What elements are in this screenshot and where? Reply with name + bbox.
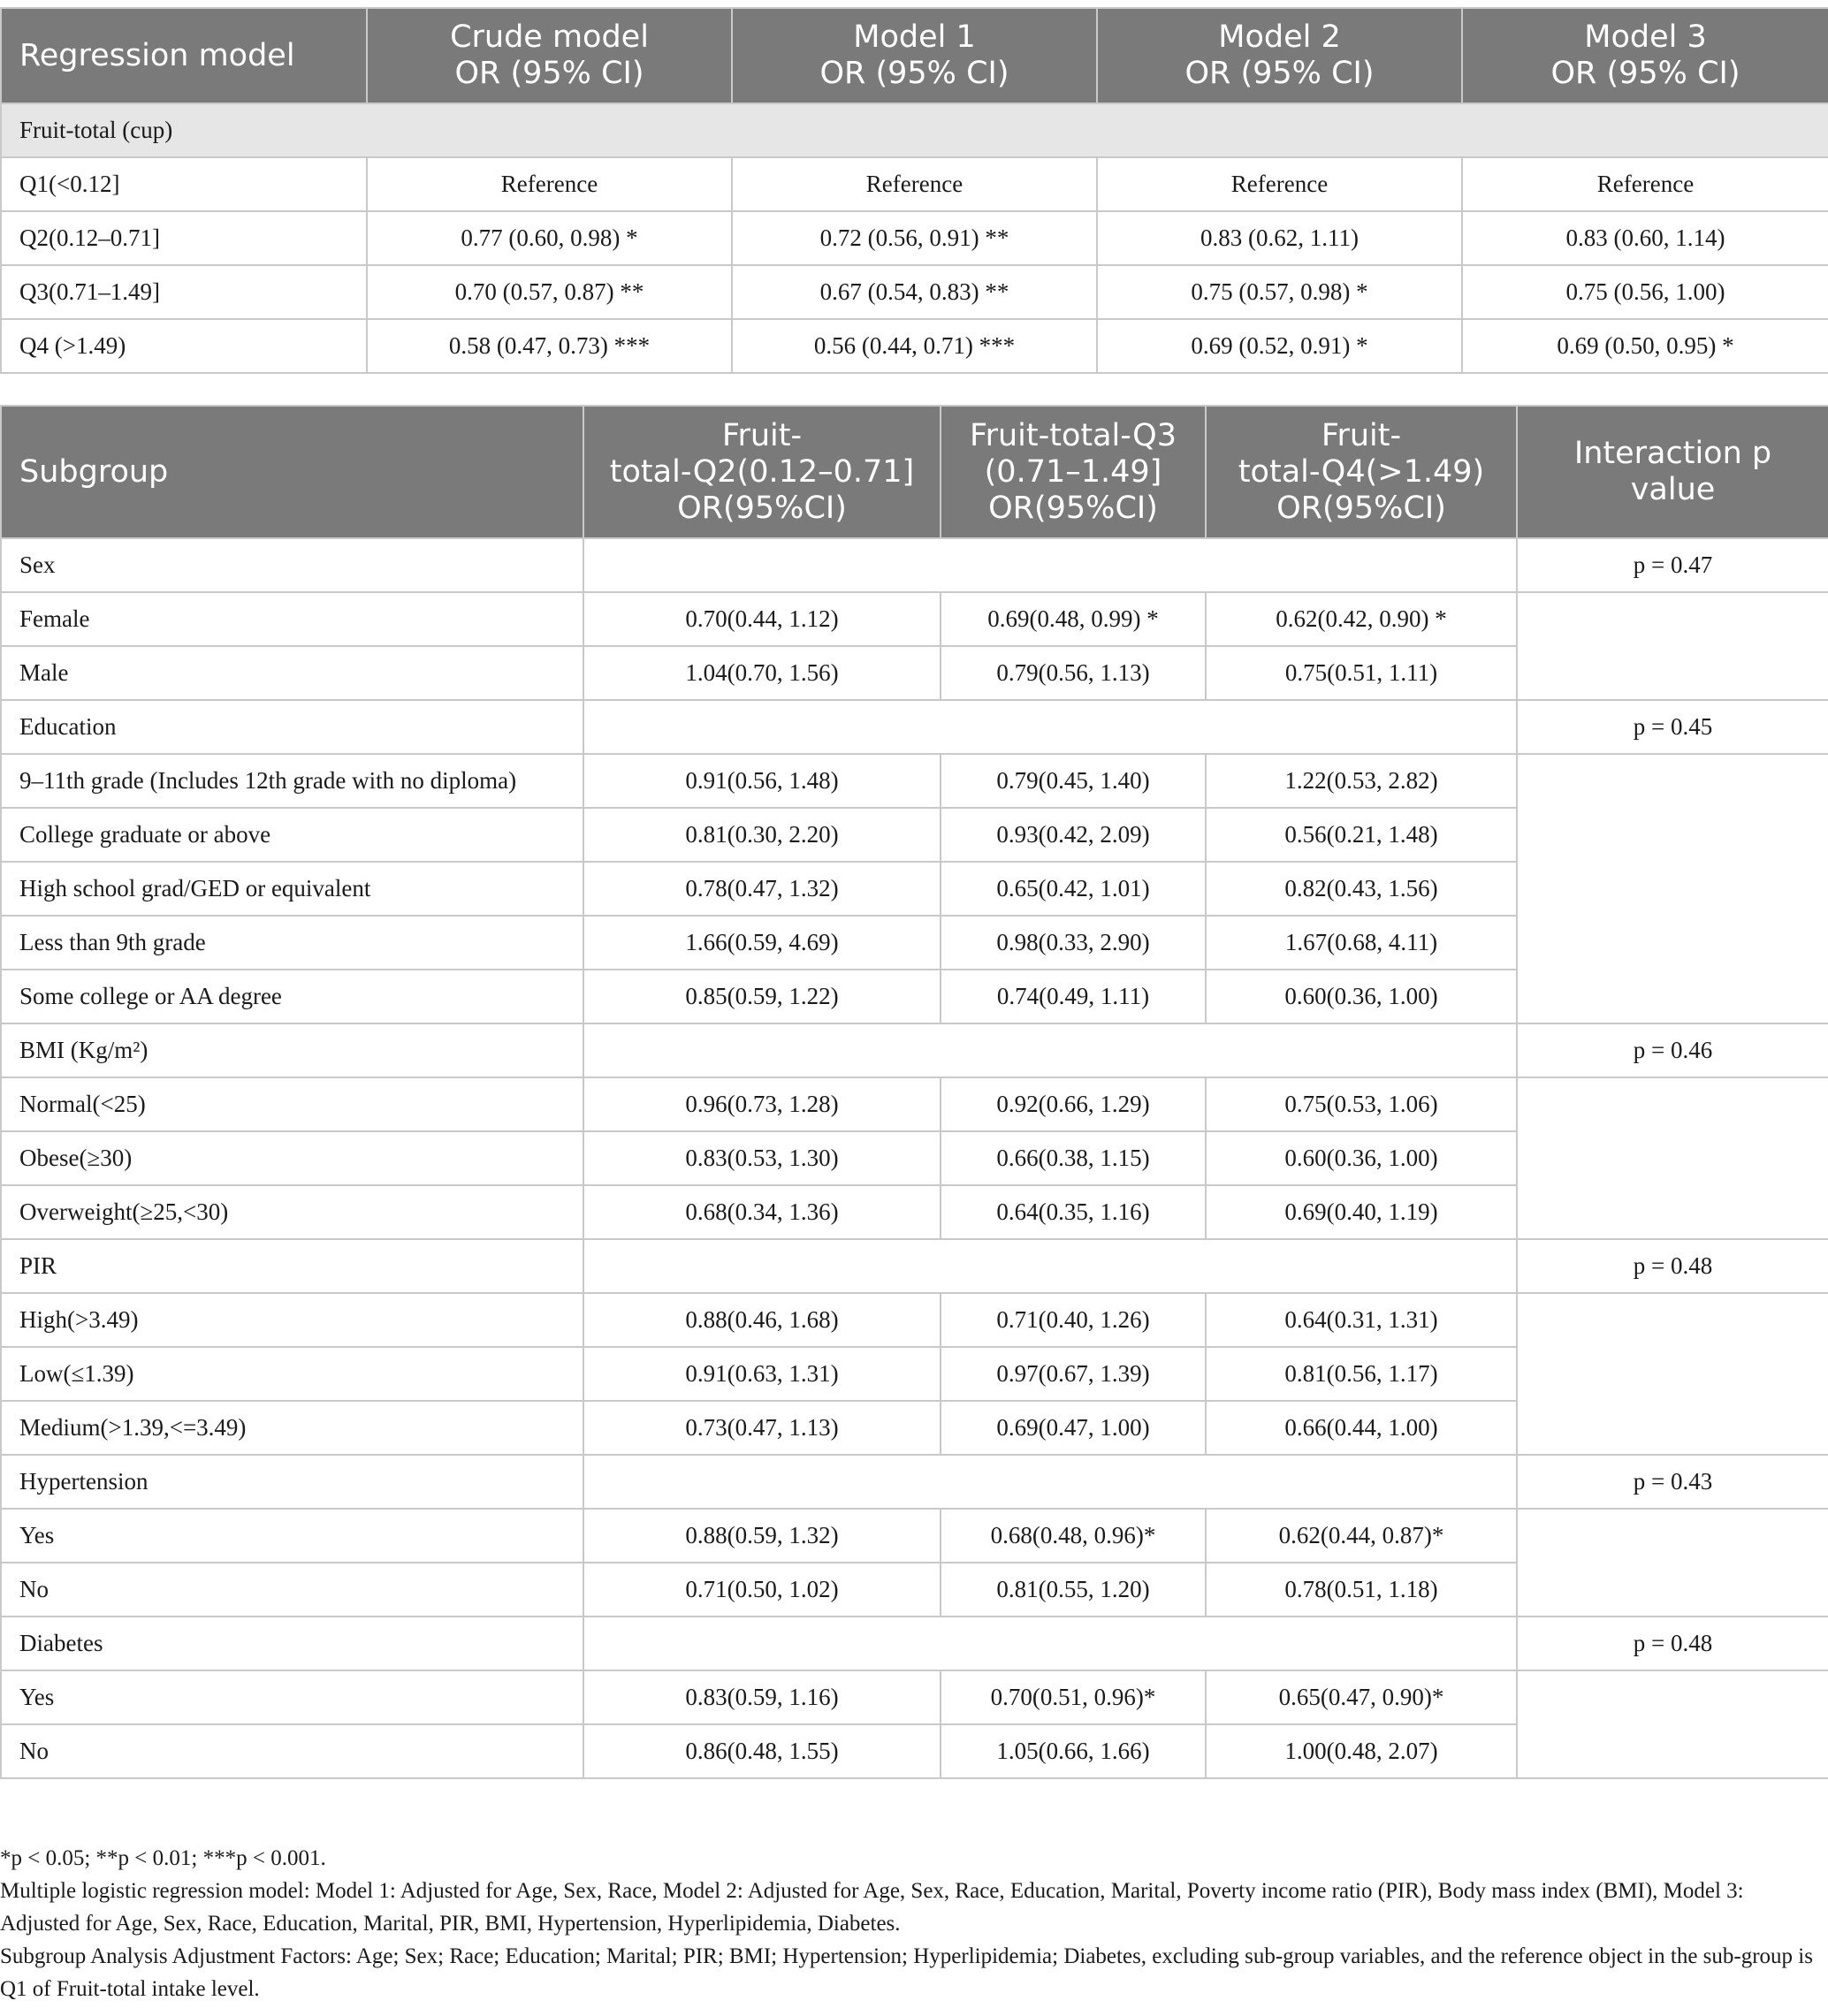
cell: 0.71(0.40, 1.26) — [941, 1293, 1206, 1347]
cell: 0.91(0.56, 1.48) — [583, 754, 941, 808]
cell: 0.70 (0.57, 0.87) ** — [367, 265, 732, 319]
cell: 0.71(0.50, 1.02) — [583, 1563, 941, 1617]
cell: 0.78(0.47, 1.32) — [583, 862, 941, 916]
cell: 0.69 (0.50, 0.95) * — [1462, 319, 1828, 373]
cell: 1.05(0.66, 1.66) — [941, 1724, 1206, 1778]
cell: 0.79(0.56, 1.13) — [941, 646, 1206, 700]
subgroup-header-row — [1, 406, 1828, 538]
header-q4: Fruit- total-Q4(>1.49) OR(95%CI) — [1206, 406, 1517, 538]
interaction-p: p = 0.45 — [1517, 700, 1828, 754]
group-label: Hypertension — [1, 1455, 583, 1509]
header-crude-model: Crude model OR (95% CI) — [367, 8, 732, 103]
header-model-2: Model 2 OR (95% CI) — [1097, 8, 1462, 103]
group-row — [1, 1455, 1828, 1509]
row-label: Low(≤1.39) — [1, 1347, 583, 1401]
cell: 0.64(0.35, 1.16) — [941, 1185, 1206, 1239]
header-interaction: Interaction p value — [1517, 406, 1828, 538]
regression-header-row — [1, 8, 1828, 103]
cell: 1.04(0.70, 1.56) — [583, 646, 941, 700]
cell: 0.58 (0.47, 0.73) *** — [367, 319, 732, 373]
section-row — [1, 103, 1828, 157]
cell: 0.85(0.59, 1.22) — [583, 970, 941, 1023]
group-row — [1, 538, 1828, 592]
cell: Reference — [367, 157, 732, 211]
cell: 0.75 (0.57, 0.98) * — [1097, 265, 1462, 319]
cell: 0.98(0.33, 2.90) — [941, 916, 1206, 970]
cell: 0.68(0.34, 1.36) — [583, 1185, 941, 1239]
group-row — [1, 1239, 1828, 1293]
cell: 0.83 (0.62, 1.11) — [1097, 211, 1462, 265]
cell: 0.65(0.47, 0.90)* — [1206, 1670, 1517, 1724]
cell: 0.56 (0.44, 0.71) *** — [732, 319, 1097, 373]
cell: Reference — [732, 157, 1097, 211]
cell: 0.96(0.73, 1.28) — [583, 1077, 941, 1131]
table-row — [1, 265, 1828, 319]
cell: 0.83(0.53, 1.30) — [583, 1131, 941, 1185]
cell: 1.67(0.68, 4.11) — [1206, 916, 1517, 970]
regression-table — [0, 7, 1828, 374]
row-label: No — [1, 1563, 583, 1617]
significance-note: *p < 0.05; **p < 0.01; ***p < 0.001. — [0, 1846, 326, 1870]
interaction-p: p = 0.47 — [1517, 538, 1828, 592]
cell: 0.86(0.48, 1.55) — [583, 1724, 941, 1778]
cell: 0.91(0.63, 1.31) — [583, 1347, 941, 1401]
row-label: College graduate or above — [1, 808, 583, 862]
cell: 0.62(0.42, 0.90) * — [1206, 592, 1517, 646]
row-label: Female — [1, 592, 583, 646]
row-label: Q2(0.12–0.71] — [1, 211, 367, 265]
row-label: Male — [1, 646, 583, 700]
table-row — [1, 754, 1828, 808]
cell: 0.73(0.47, 1.13) — [583, 1401, 941, 1455]
group-label: BMI (Kg/m²) — [1, 1023, 583, 1077]
table-row — [1, 1293, 1828, 1347]
cell: 0.81(0.56, 1.17) — [1206, 1347, 1517, 1401]
table-row — [1, 211, 1828, 265]
cell: 0.88(0.46, 1.68) — [583, 1293, 941, 1347]
interaction-p: p = 0.43 — [1517, 1455, 1828, 1509]
cell: 0.70(0.44, 1.12) — [583, 592, 941, 646]
interaction-p: p = 0.46 — [1517, 1023, 1828, 1077]
row-label: High school grad/GED or equivalent — [1, 862, 583, 916]
cell: 0.67 (0.54, 0.83) ** — [732, 265, 1097, 319]
cell: 0.64(0.31, 1.31) — [1206, 1293, 1517, 1347]
group-label: Diabetes — [1, 1617, 583, 1670]
section-label: Fruit-total (cup) — [1, 103, 1828, 157]
row-label: Normal(<25) — [1, 1077, 583, 1131]
interaction-p: p = 0.48 — [1517, 1239, 1828, 1293]
cell: 0.78(0.51, 1.18) — [1206, 1563, 1517, 1617]
subgroup-table — [0, 405, 1828, 1779]
interaction-p: p = 0.48 — [1517, 1617, 1828, 1670]
table-row — [1, 592, 1828, 646]
cell: 1.22(0.53, 2.82) — [1206, 754, 1517, 808]
row-label: Yes — [1, 1670, 583, 1724]
cell: 0.93(0.42, 2.09) — [941, 808, 1206, 862]
table-row — [1, 1077, 1828, 1131]
cell: 0.69(0.40, 1.19) — [1206, 1185, 1517, 1239]
row-label: Overweight(≥25,<30) — [1, 1185, 583, 1239]
cell: 0.75 (0.56, 1.00) — [1462, 265, 1828, 319]
header-subgroup: Subgroup — [1, 406, 583, 538]
cell: 0.74(0.49, 1.11) — [941, 970, 1206, 1023]
cell: 0.69(0.48, 0.99) * — [941, 592, 1206, 646]
cell: 0.56(0.21, 1.48) — [1206, 808, 1517, 862]
row-label: 9–11th grade (Includes 12th grade with no diploma) — [1, 754, 583, 808]
cell: 0.60(0.36, 1.00) — [1206, 970, 1517, 1023]
group-row — [1, 1023, 1828, 1077]
group-label: PIR — [1, 1239, 583, 1293]
cell: 0.69 (0.52, 0.91) * — [1097, 319, 1462, 373]
header-model-3: Model 3 OR (95% CI) — [1462, 8, 1828, 103]
row-label: Obese(≥30) — [1, 1131, 583, 1185]
cell: 0.75(0.53, 1.06) — [1206, 1077, 1517, 1131]
row-label: Q3(0.71–1.49] — [1, 265, 367, 319]
table-row — [1, 1670, 1828, 1724]
cell: 0.81(0.30, 2.20) — [583, 808, 941, 862]
subgroup-note: Subgroup Analysis Adjustment Factors: Age; Sex; Race; Education; Marital; PIR; BMI; Hypertension; Hyperlipidemia; Diabetes, excluding sub-group variables, and the reference object in the sub-group is Q1 of Fruit-total intake level. — [0, 1944, 1813, 2001]
cell: 0.79(0.45, 1.40) — [941, 754, 1206, 808]
cell: Reference — [1097, 157, 1462, 211]
row-label: Some college or AA degree — [1, 970, 583, 1023]
group-label: Sex — [1, 538, 583, 592]
group-row — [1, 700, 1828, 754]
cell: 0.66(0.44, 1.00) — [1206, 1401, 1517, 1455]
header-q2: Fruit- total-Q2(0.12–0.71] OR(95%CI) — [583, 406, 941, 538]
table-row — [1, 157, 1828, 211]
group-row — [1, 1617, 1828, 1670]
row-label: High(>3.49) — [1, 1293, 583, 1347]
cell: 0.60(0.36, 1.00) — [1206, 1131, 1517, 1185]
row-label: Yes — [1, 1509, 583, 1563]
header-regression-model: Regression model — [1, 8, 367, 103]
cell: 0.83(0.59, 1.16) — [583, 1670, 941, 1724]
cell: 0.69(0.47, 1.00) — [941, 1401, 1206, 1455]
cell: 0.77 (0.60, 0.98) * — [367, 211, 732, 265]
cell: 0.75(0.51, 1.11) — [1206, 646, 1517, 700]
row-label: Q4 (>1.49) — [1, 319, 367, 373]
cell: 1.66(0.59, 4.69) — [583, 916, 941, 970]
row-label: Q1(<0.12] — [1, 157, 367, 211]
cell: 0.97(0.67, 1.39) — [941, 1347, 1206, 1401]
cell: 0.83 (0.60, 1.14) — [1462, 211, 1828, 265]
table-row — [1, 1509, 1828, 1563]
cell: 0.72 (0.56, 0.91) ** — [732, 211, 1097, 265]
cell: 0.82(0.43, 1.56) — [1206, 862, 1517, 916]
group-label: Education — [1, 700, 583, 754]
cell: 0.92(0.66, 1.29) — [941, 1077, 1206, 1131]
cell: 0.68(0.48, 0.96)* — [941, 1509, 1206, 1563]
cell: 0.81(0.55, 1.20) — [941, 1563, 1206, 1617]
cell: 1.00(0.48, 2.07) — [1206, 1724, 1517, 1778]
cell: 0.65(0.42, 1.01) — [941, 862, 1206, 916]
cell: 0.62(0.44, 0.87)* — [1206, 1509, 1517, 1563]
table-footnotes — [0, 1842, 1821, 2005]
row-label: No — [1, 1724, 583, 1778]
row-label: Medium(>1.39,<=3.49) — [1, 1401, 583, 1455]
cell: 0.66(0.38, 1.15) — [941, 1131, 1206, 1185]
table-row — [1, 319, 1828, 373]
cell: Reference — [1462, 157, 1828, 211]
row-label: Less than 9th grade — [1, 916, 583, 970]
header-model-1: Model 1 OR (95% CI) — [732, 8, 1097, 103]
cell: 0.70(0.51, 0.96)* — [941, 1670, 1206, 1724]
models-note: Multiple logistic regression model: Model 1: Adjusted for Age, Sex, Race, Model 2: Adjusted for Age, Sex, Race, Education, Marital, Poverty income ratio (PIR), Body mass index (BMI), Model 3: Adjusted for Age, Sex, Race, Education, Marital, PIR, BMI, Hypertension, Hyperlipidemia, Diabetes. — [0, 1879, 1744, 1936]
cell: 0.88(0.59, 1.32) — [583, 1509, 941, 1563]
header-q3: Fruit-total-Q3 (0.71–1.49] OR(95%CI) — [941, 406, 1206, 538]
